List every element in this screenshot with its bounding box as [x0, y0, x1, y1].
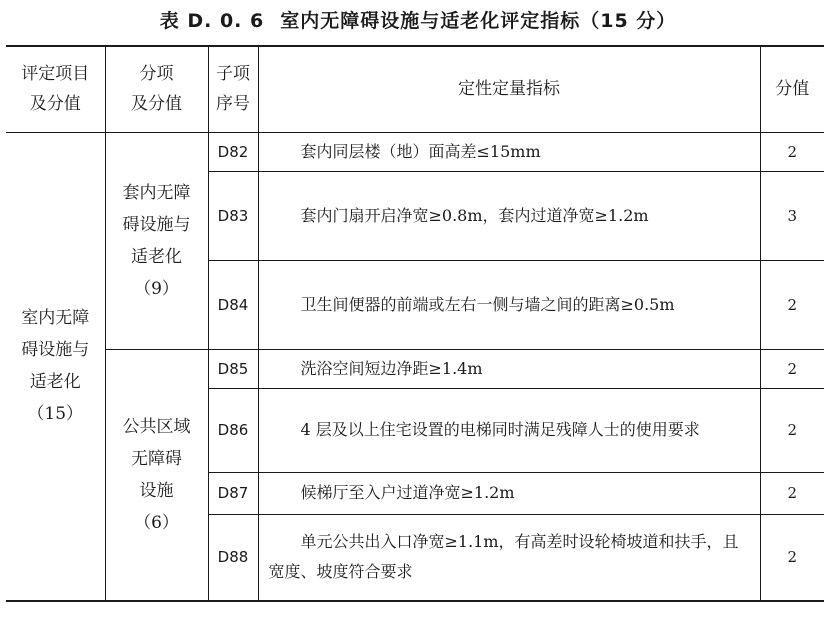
score-cell: 2: [760, 388, 824, 472]
table-caption: 室内无障碍设施与适老化评定指标（15 分）: [280, 10, 677, 32]
code-cell: D88: [208, 514, 258, 601]
indicator-cell: 洗浴空间短边净距≥1.4m: [258, 349, 760, 388]
header-score: 分值: [760, 46, 824, 132]
indicator-cell: 套内门扇开启净宽≥0.8m，套内过道净宽≥1.2m: [258, 171, 760, 260]
sub-item-cell: 公共区域 无障碍 设施 （6）: [105, 349, 208, 601]
score-cell: 2: [760, 132, 824, 171]
score-cell: 2: [760, 349, 824, 388]
score-cell: 2: [760, 514, 824, 601]
indicator-cell: 4 层及以上住宅设置的电梯同时满足残障人士的使用要求: [258, 388, 760, 472]
header-item: 评定项目 及分值: [6, 46, 105, 132]
code-cell: D83: [208, 171, 258, 260]
evaluation-table: [6, 45, 824, 602]
code-cell: D82: [208, 132, 258, 171]
header-indicator: 定性定量指标: [258, 46, 760, 132]
indicator-cell: 套内同层楼（地）面高差≤15mm: [258, 132, 760, 171]
header-sub: 分项 及分值: [105, 46, 208, 132]
indicator-cell: 卫生间便器的前端或左右一侧与墙之间的距离≥0.5m: [258, 260, 760, 349]
table-number: 表 D. 0. 6: [159, 10, 265, 32]
code-cell: D86: [208, 388, 258, 472]
code-cell: D87: [208, 472, 258, 514]
sub-item-cell: 套内无障 碍设施与 适老化 （9）: [105, 132, 208, 349]
indicator-cell: 候梯厅至入户过道净宽≥1.2m: [258, 472, 760, 514]
table-row: [6, 349, 824, 388]
item-cell: 室内无障 碍设施与 适老化 （15）: [6, 132, 105, 601]
header-code: 子项 序号: [208, 46, 258, 132]
code-cell: D85: [208, 349, 258, 388]
code-cell: D84: [208, 260, 258, 349]
score-cell: 2: [760, 472, 824, 514]
header-row: [6, 46, 824, 132]
score-cell: 3: [760, 171, 824, 260]
indicator-cell: 单元公共出入口净宽≥1.1m，有高差时设轮椅坡道和扶手，且宽度、坡度符合要求: [258, 514, 760, 601]
table-row: [6, 132, 824, 171]
table-title: [0, 6, 836, 36]
score-cell: 2: [760, 260, 824, 349]
